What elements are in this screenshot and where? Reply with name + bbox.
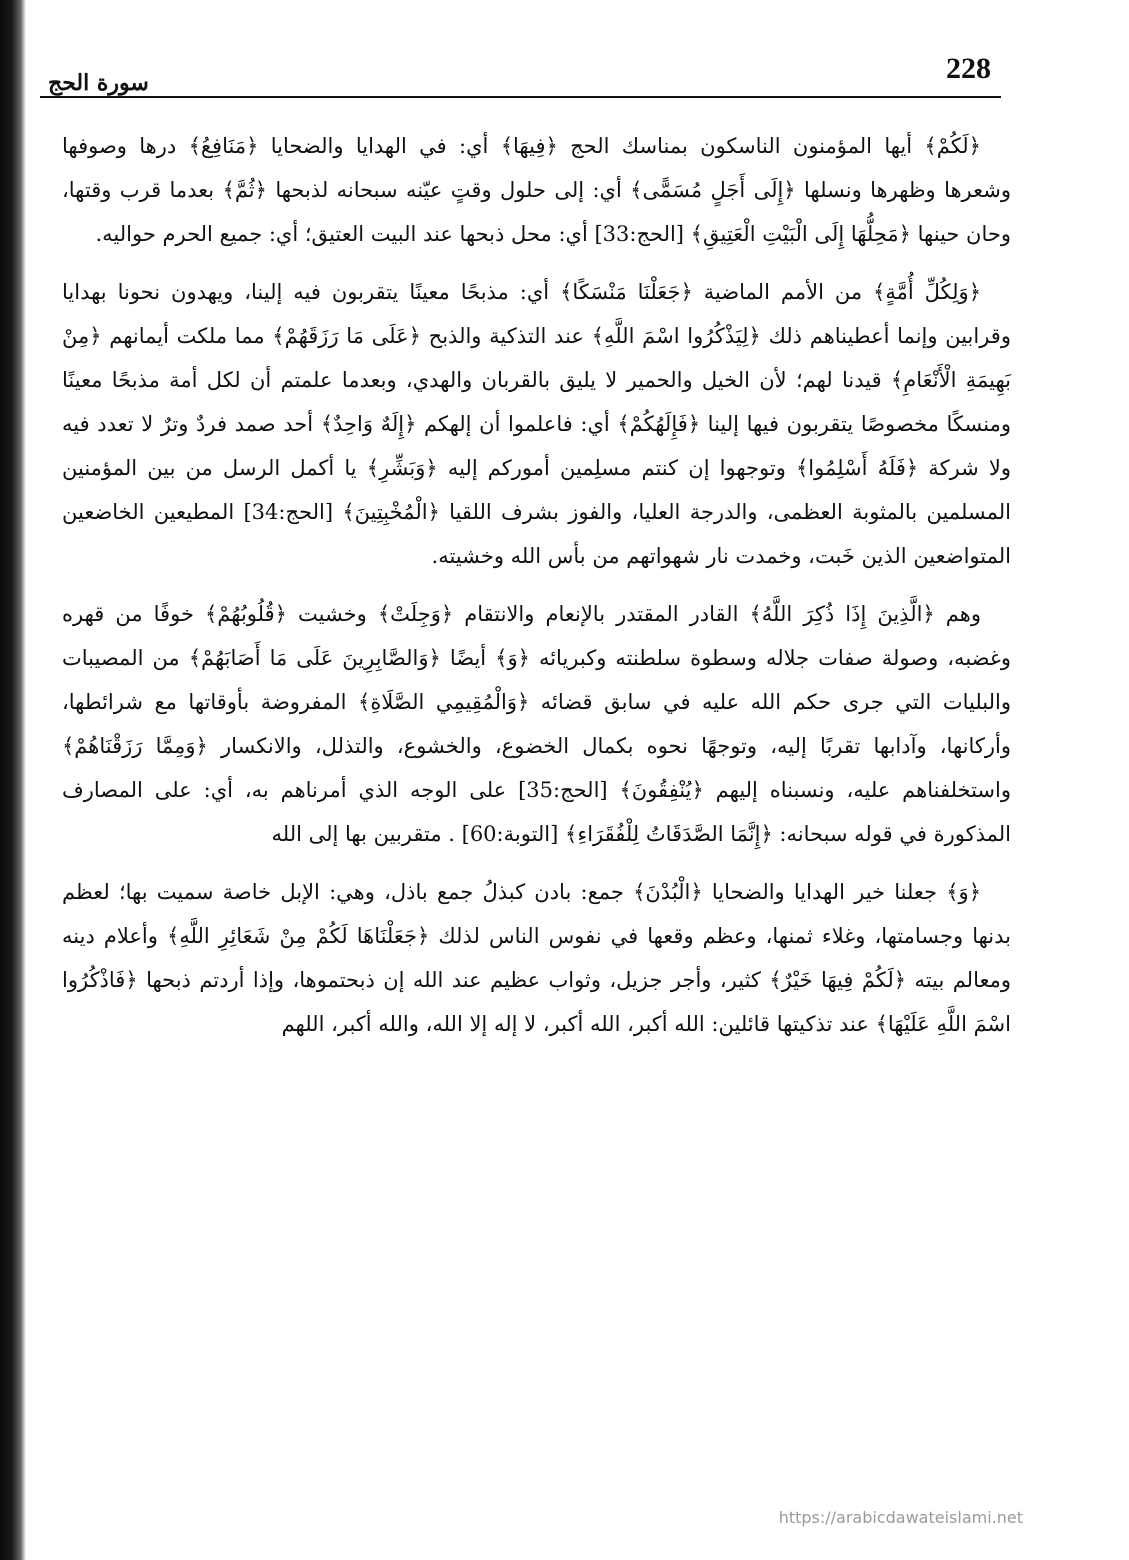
paragraph-1: ﴿لَكُمْ﴾ أيها المؤمنون الناسكون بمناسك الحج ﴿فِيهَا﴾ أي: في الهدايا والضحايا ﴿مَنَافِعُ﴾ درها وصوفها وشعرها وظهرها ونسلها ﴿إِلَى أَجَلٍ مُسَمًّى﴾ أي: إلى حلول وقتٍ عيّنه سبحانه لذبحها ﴿ثُمَّ﴾ بعدما قرب وقتها، وحان حينها ﴿مَحِلُّهَا إِلَى الْبَيْتِ الْعَتِيقِ﴾ [الحج:33] أي: محل ذبحها عند البيت العتيق؛ أي: جميع الحرم حواليه. xyxy=(62,134,1011,246)
paragraph-4: ﴿وَ﴾ جعلنا خير الهدايا والضحايا ﴿الْبُدْنَ﴾ جمع: بادن كبذلُ جمع باذل، وهي: الإبل خاصة سميت بها؛ لعظم بدنها وجسامتها، وغلاء ثمنها، وعظم وقعها في نفوس الناس لذلك ﴿جَعَلْنَاهَا لَكُمْ مِنْ شَعَائِرِ اللَّهِ﴾ وأعلام دينه ومعالم بيته ﴿لَكُمْ فِيهَا خَيْرٌ﴾ كثير، وأجر جزيل، وثواب عظيم عند الله إن ذبحتموها، وإذا أردتم ذبحها ﴿فَاذْكُرُوا اسْمَ اللَّهِ عَلَيْهَا﴾ عند تذكيتها قائلين: الله أكبر، الله أكبر، لا إله إلا الله، والله أكبر، اللهم xyxy=(62,880,1011,1036)
page-body xyxy=(62,124,1011,1060)
page-number: 228 xyxy=(946,52,991,85)
paragraph-2: ﴿وَلِكُلِّ أُمَّةٍ﴾ من الأمم الماضية ﴿جَعَلْنَا مَنْسَكًا﴾ أي: مذبحًا معينًا يتقربون فيه إلينا، ويهدون نحونا بهدايا وقرابين وإنما أعطيناهم ذلك ﴿لِيَذْكُرُوا اسْمَ اللَّهِ﴾ عند التذكية والذبح ﴿عَلَى مَا رَزَقَهُمْ﴾ مما ملكت أيمانهم ﴿مِنْ بَهِيمَةِ الْأَنْعَامِ﴾ قيدنا لهم؛ لأن الخيل والحمير لا يليق بالقربان والهدي، وبعدما علمتم أن لكل أمة مذبحًا معينًا ومنسكًا مخصوصًا يتقربون فيها إلينا ﴿فَإِلَهُكُمْ﴾ أي: فاعلموا أن إلهكم ﴿إِلَهٌ وَاحِدٌ﴾ أحد صمد فردٌ وترٌ لا تعدد فيه ولا شركة ﴿فَلَهُ أَسْلِمُوا﴾ وتوجهوا إن كنتم مسلِمين أموركم إليه ﴿وَبَشِّرِ﴾ يا أكمل الرسل من بين المؤمنين المسلمين بالمثوبة العظمى، والدرجة العليا، والفوز بشرف اللقيا ﴿الْمُخْبِتِينَ﴾ [الحج:34] المطيعين الخاضعين المتواضعين الذين خَبت، وخمدت نار شهواتهم من بأس الله وخشيته. xyxy=(62,280,1011,568)
website-watermark: https://arabicdawateislami.net xyxy=(778,1508,1023,1527)
page-header xyxy=(40,48,1001,98)
surah-title: سورة الحج xyxy=(48,70,149,96)
paragraph-3: وهم ﴿الَّذِينَ إِذَا ذُكِرَ اللَّهُ﴾ القادر المقتدر بالإنعام والانتقام ﴿وَجِلَتْ﴾ وخشيت ﴿قُلُوبُهُمْ﴾ خوفًا من قهره وغضبه، وصولة صفات جلاله وسطوة سلطنته وكبريائه ﴿وَ﴾ أيضًا ﴿وَالصَّابِرِينَ عَلَى مَا أَصَابَهُمْ﴾ من المصيبات والبليات التي جرى حكم الله عليه في سابق قضائه ﴿وَالْمُقِيمِي الصَّلَاةِ﴾ المفروضة بأوقاتها مع شرائطها، وأركانها، وآدابها تقربًا إليه، وتوجهًا نحوه بكمال الخضوع، والخشوع، والتذلل، والانكسار ﴿وَمِمَّا رَزَقْنَاهُمْ﴾ واستخلفناهم عليه، ونسبناه إليهم ﴿يُنْفِقُونَ﴾ [الحج:35] على الوجه الذي أمرناهم به، أي: على المصارف المذكورة في قوله سبحانه: ﴿إِنَّمَا الصَّدَقَاتُ لِلْفُقَرَاءِ﴾ [التوبة:60] . متقربين بها إلى الله xyxy=(62,602,1011,846)
scan-shadow-edge xyxy=(0,0,26,1560)
